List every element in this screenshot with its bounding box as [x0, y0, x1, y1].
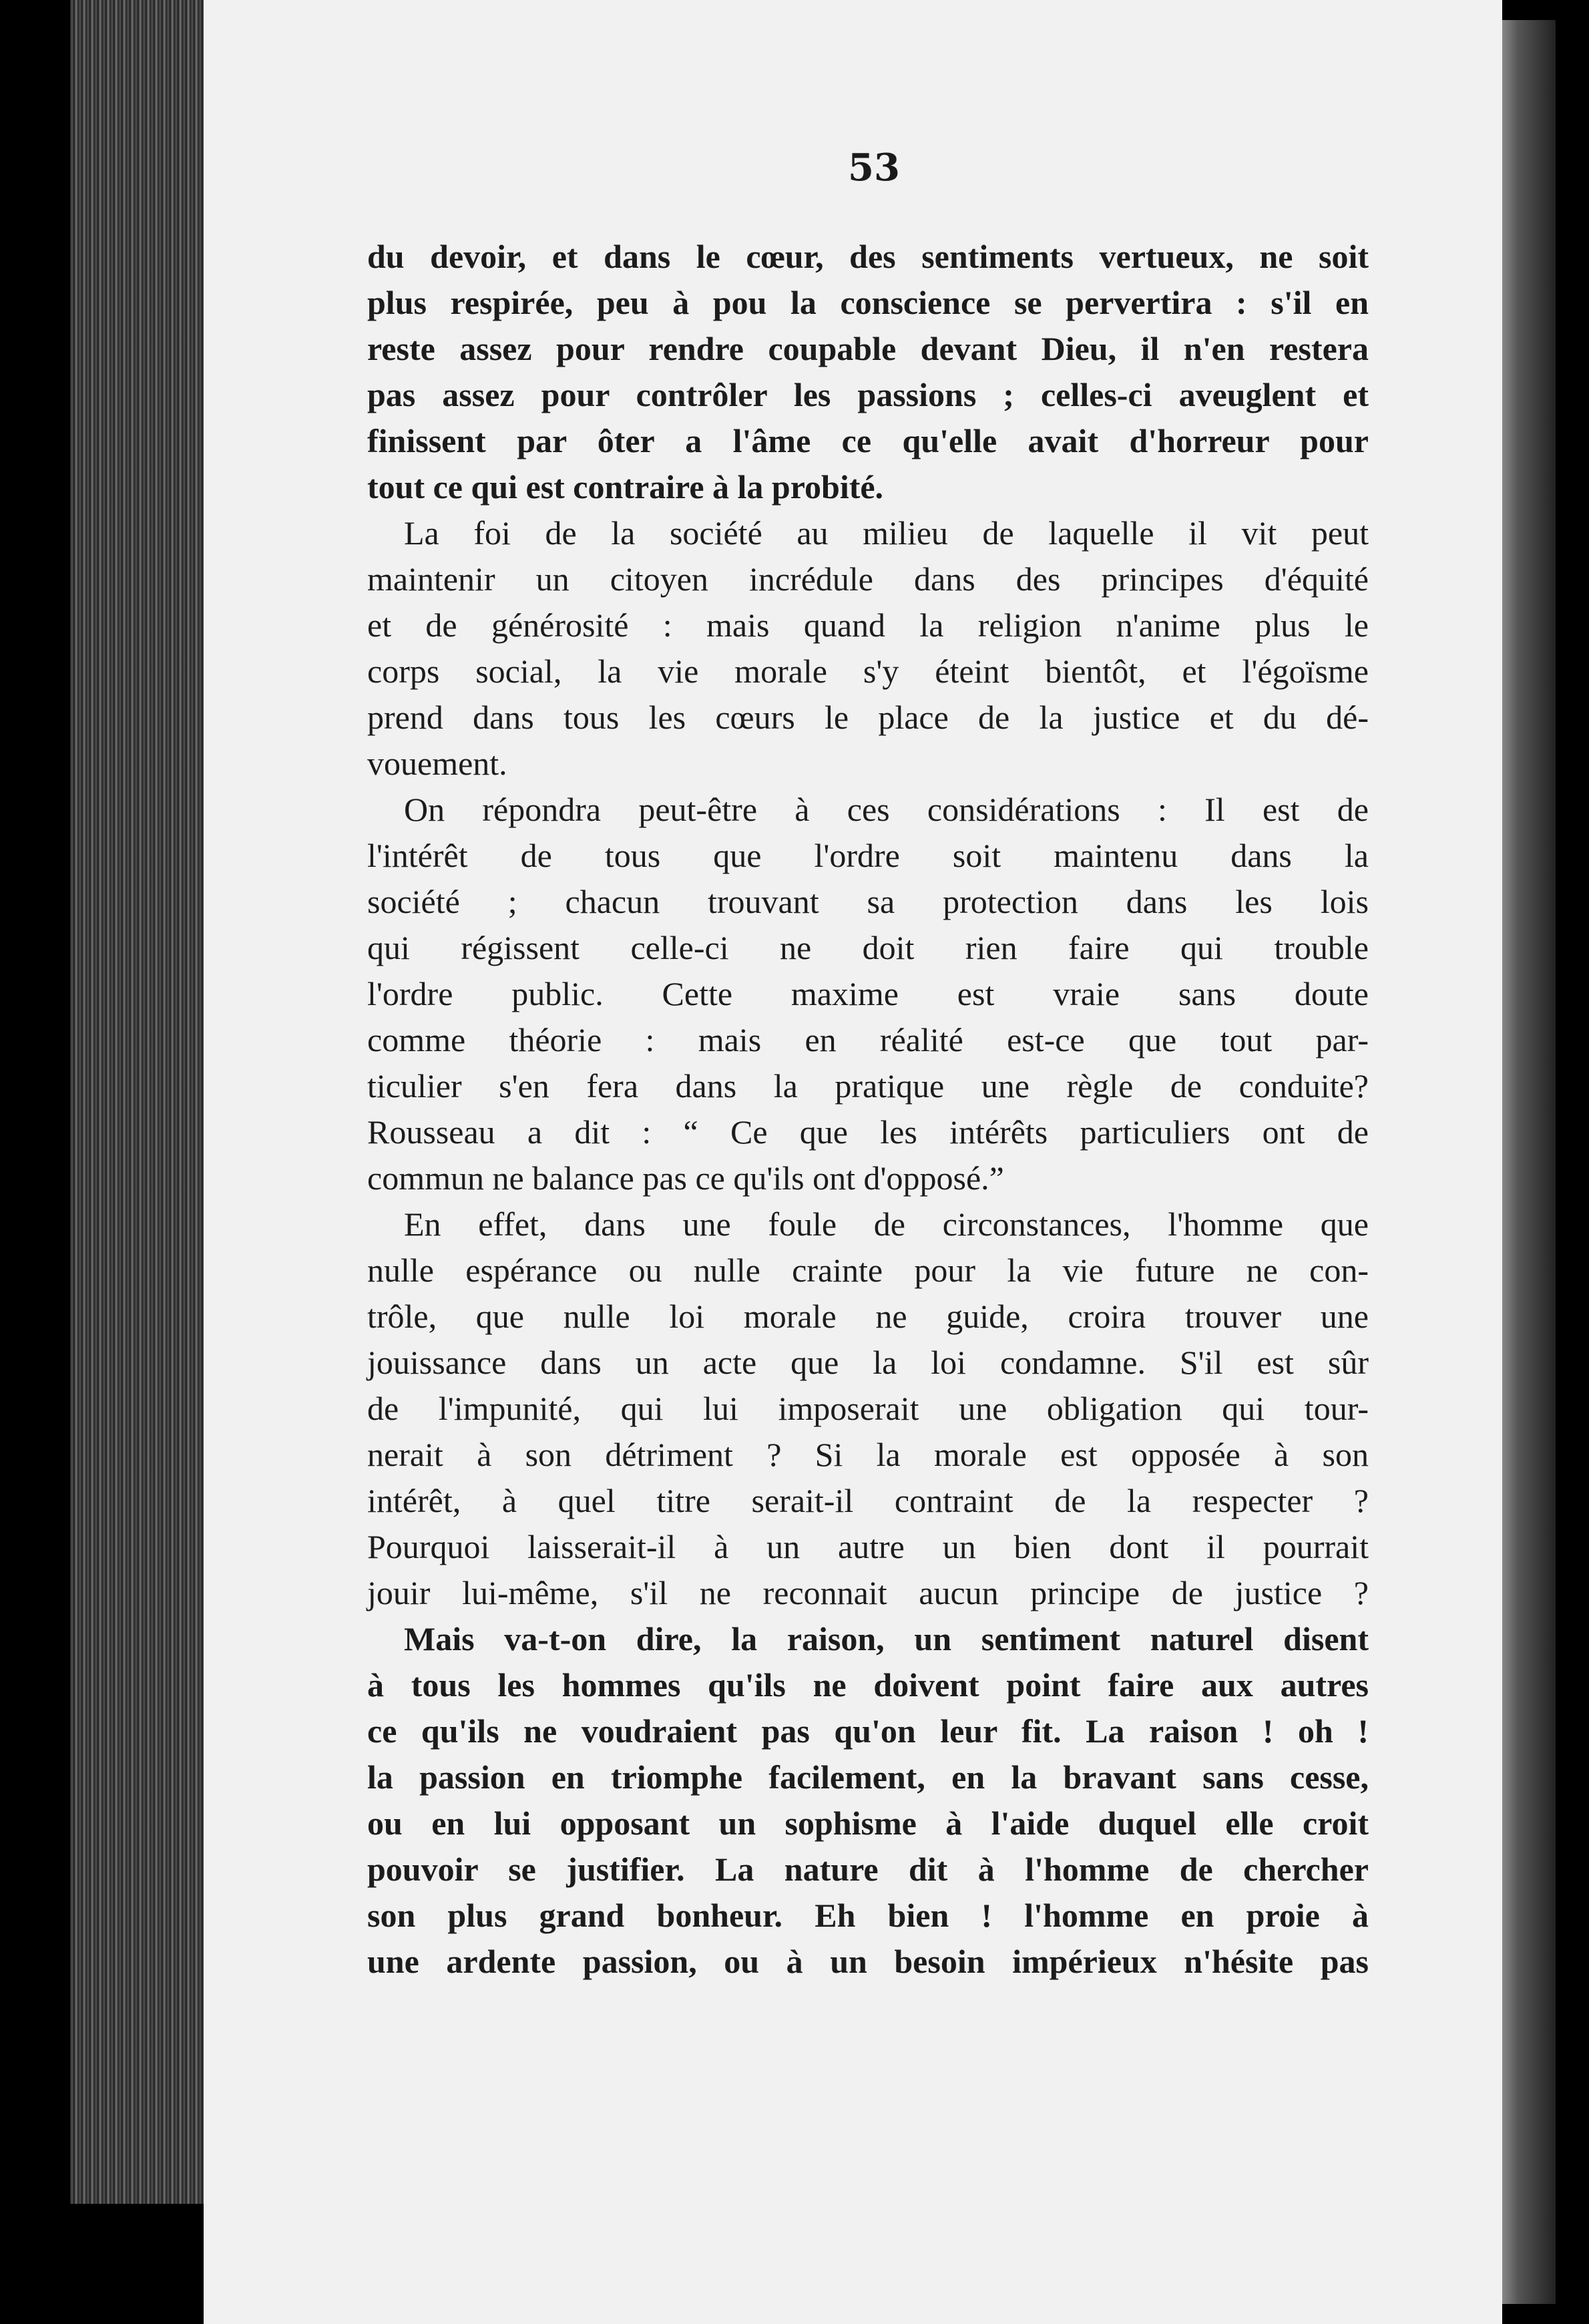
text-line: corps social, la vie morale s'y éteint bientôt, et l'égoïsme: [367, 652, 1369, 690]
text-line: de l'impunité, qui lui imposerait une obligation qui tour-: [367, 1390, 1369, 1427]
text-line: tout ce qui est contraire à la probité.: [367, 468, 884, 506]
text-line: ce qu'ils ne voudraient pas qu'on leur fit. La raison ! oh !: [367, 1712, 1369, 1750]
text-line: trôle, que nulle loi morale ne guide, croira trouver une: [367, 1298, 1369, 1335]
book-binding-edge: [1502, 20, 1556, 2304]
text-line: jouir lui-même, s'il ne reconnait aucun principe de justice ?: [367, 1574, 1369, 1611]
text-line: qui régissent celle-ci ne doit rien faire qui trouble: [367, 929, 1369, 966]
text-line: ou en lui opposant un sophisme à l'aide duquel elle croit: [367, 1804, 1369, 1842]
text-line: commun ne balance pas ce qu'ils ont d'opposé.”: [367, 1159, 1004, 1197]
text-line: l'intérêt de tous que l'ordre soit maintenu dans la: [367, 837, 1369, 874]
text-line: maintenir un citoyen incrédule dans des principes d'équité: [367, 560, 1369, 598]
text-line: nulle espérance ou nulle crainte pour la vie future ne con-: [367, 1251, 1369, 1289]
text-line: vouement.: [367, 745, 507, 782]
text-line: une ardente passion, ou à un besoin impérieux n'hésite pas: [367, 1943, 1369, 1980]
text-line: reste assez pour rendre coupable devant Dieu, il n'en restera: [367, 330, 1369, 367]
text-line: En effet, dans une foule de circonstances, l'homme que: [404, 1205, 1369, 1243]
text-line: l'ordre public. Cette maxime est vraie sans doute: [367, 975, 1369, 1012]
text-line: ticulier s'en fera dans la pratique une règle de conduite?: [367, 1067, 1369, 1105]
text-line: finissent par ôter a l'âme ce qu'elle avait d'horreur pour: [367, 422, 1369, 459]
text-line: à tous les hommes qu'ils ne doivent point faire aux autres: [367, 1666, 1369, 1704]
text-line: plus respirée, peu à pou la conscience se pervertira : s'il en: [367, 284, 1369, 321]
text-line: pouvoir se justifier. La nature dit à l'homme de chercher: [367, 1851, 1369, 1888]
text-line: prend dans tous les cœurs le place de la justice et du dé-: [367, 699, 1369, 736]
book-page-edges: [70, 0, 214, 2204]
text-line: du devoir, et dans le cœur, des sentiments vertueux, ne soit: [367, 238, 1369, 275]
text-line: Pourquoi laisserait-il à un autre un bien dont il pourrait: [367, 1528, 1369, 1565]
text-line: nerait à son détriment ? Si la morale est opposée à son: [367, 1436, 1369, 1473]
text-line: comme théorie : mais en réalité est-ce que tout par-: [367, 1021, 1369, 1058]
text-line: et de générosité : mais quand la religion n'anime plus le: [367, 606, 1369, 644]
text-line: son plus grand bonheur. Eh bien ! l'homme en proie à: [367, 1897, 1369, 1934]
text-line: jouissance dans un acte que la loi condamne. S'il est sûr: [367, 1344, 1369, 1381]
text-line: pas assez pour contrôler les passions ; celles-ci aveuglent et: [367, 376, 1369, 413]
text-line: Rousseau a dit : “ Ce que les intérêts particuliers ont de: [367, 1113, 1369, 1151]
text-line: La foi de la société au milieu de laquelle il vit peut: [404, 514, 1369, 552]
text-line: Mais va-t-on dire, la raison, un sentiment naturel disent: [404, 1620, 1369, 1658]
page-number: 53: [848, 146, 900, 190]
text-line: intérêt, à quel titre serait-il contraint de la respecter ?: [367, 1482, 1369, 1519]
text-line: On répondra peut-être à ces considérations : Il est de: [404, 791, 1369, 828]
text-line: la passion en triomphe facilement, en la bravant sans cesse,: [367, 1758, 1369, 1796]
body-text: [367, 234, 1369, 1985]
text-line: société ; chacun trouvant sa protection dans les lois: [367, 883, 1369, 920]
